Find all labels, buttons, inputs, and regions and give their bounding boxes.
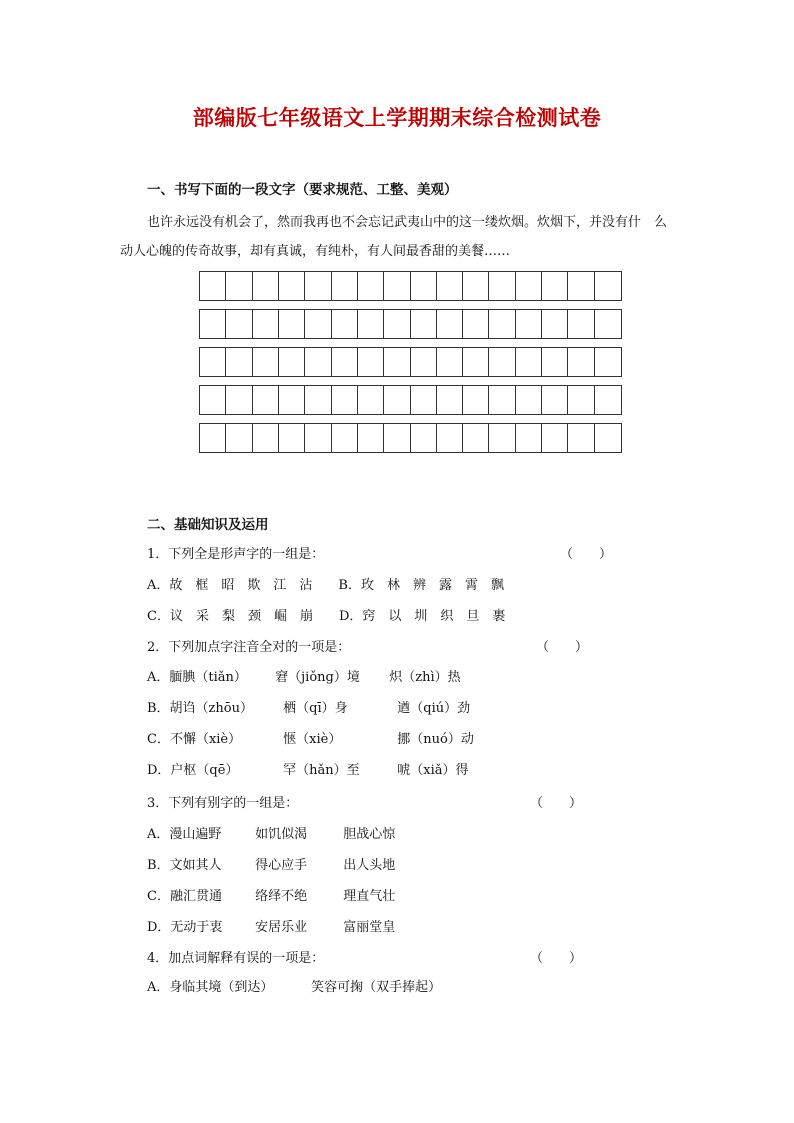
grid-cell[interactable] <box>463 310 489 338</box>
grid-cell[interactable] <box>542 348 568 376</box>
grid-cell[interactable] <box>463 424 489 452</box>
grid-cell[interactable] <box>200 424 226 452</box>
grid-cell[interactable] <box>384 348 410 376</box>
grid-cell[interactable] <box>358 386 384 414</box>
grid-cell[interactable] <box>568 310 594 338</box>
grid-cell[interactable] <box>463 348 489 376</box>
grid-cell[interactable] <box>279 386 305 414</box>
grid-cell[interactable] <box>568 348 594 376</box>
grid-cell[interactable] <box>411 386 437 414</box>
q1-option-c: C．议 采 梨 颈 崛 崩 <box>147 609 313 624</box>
grid-cell[interactable] <box>200 386 226 414</box>
q3-option-a: A．漫山遍野 如饥似渴 胆战心惊 <box>147 827 396 842</box>
grid-cell[interactable] <box>542 386 568 414</box>
grid-cell[interactable] <box>226 310 252 338</box>
grid-cell[interactable] <box>542 272 568 300</box>
grid-cell[interactable] <box>437 424 463 452</box>
grid-cell[interactable] <box>200 348 226 376</box>
grid-cell[interactable] <box>516 424 542 452</box>
grid-cell[interactable] <box>384 310 410 338</box>
grid-cell[interactable] <box>463 272 489 300</box>
grid-cell[interactable] <box>489 386 515 414</box>
question-3-stem: 3．下列有别字的一组是： <box>147 796 299 811</box>
q3-option-b: B．文如其人 得心应手 出人头地 <box>147 858 396 873</box>
grid-cell[interactable] <box>595 310 621 338</box>
grid-cell[interactable] <box>332 348 358 376</box>
grid-cell[interactable] <box>358 348 384 376</box>
grid-cell[interactable] <box>463 386 489 414</box>
grid-cell[interactable] <box>279 348 305 376</box>
grid-cell[interactable] <box>358 272 384 300</box>
grid-cell[interactable] <box>489 424 515 452</box>
grid-cell[interactable] <box>253 424 279 452</box>
grid-cell[interactable] <box>542 424 568 452</box>
grid-cell[interactable] <box>358 424 384 452</box>
q2-option-c: C．不懈（xiè） 惬（xiè） 挪（nuó）动 <box>147 732 474 747</box>
q2-option-b: B．胡诌（zhōu） 栖（qī）身 遒（qiú）劲 <box>147 701 471 716</box>
q3-option-d: D．无动于衷 安居乐业 富丽堂皇 <box>147 920 396 935</box>
grid-cell[interactable] <box>411 310 437 338</box>
question-1-options-cd <box>147 605 505 624</box>
grid-cell[interactable] <box>516 386 542 414</box>
grid-cell[interactable] <box>253 348 279 376</box>
grid-cell[interactable] <box>595 348 621 376</box>
question-3-answer-paren[interactable]: （ ） <box>530 796 583 811</box>
section2-heading: 二、基础知识及运用 <box>147 517 269 533</box>
grid-cell[interactable] <box>489 348 515 376</box>
grid-cell[interactable] <box>200 310 226 338</box>
grid-cell[interactable] <box>305 348 331 376</box>
writing-grid[interactable] <box>199 271 622 453</box>
grid-cell[interactable] <box>332 272 358 300</box>
grid-cell[interactable] <box>568 272 594 300</box>
grid-cell[interactable] <box>437 386 463 414</box>
grid-cell[interactable] <box>305 272 331 300</box>
grid-cell[interactable] <box>253 386 279 414</box>
grid-cell[interactable] <box>489 272 515 300</box>
grid-row <box>199 309 622 339</box>
grid-cell[interactable] <box>332 424 358 452</box>
question-2-answer-paren[interactable]: （ ） <box>536 640 589 655</box>
grid-cell[interactable] <box>305 424 331 452</box>
page-title: 部编版七年级语文上学期期末综合检测试卷 <box>192 105 602 130</box>
q2-option-d: D．户枢（qē） 罕（hǎn）至 唬（xiǎ）得 <box>147 763 469 778</box>
grid-cell[interactable] <box>226 386 252 414</box>
question-1-answer-paren[interactable]: （ ） <box>560 547 613 562</box>
grid-cell[interactable] <box>595 424 621 452</box>
q1-option-d: D．窍 以 圳 织 旦 裹 <box>338 609 506 624</box>
grid-cell[interactable] <box>279 272 305 300</box>
grid-cell[interactable] <box>253 310 279 338</box>
grid-cell[interactable] <box>411 272 437 300</box>
grid-cell[interactable] <box>279 310 305 338</box>
q2-option-a: A．腼腆（tiǎn） 窘（jiǒng）境 炽（zhì）热 <box>147 670 461 685</box>
grid-cell[interactable] <box>358 310 384 338</box>
q1-option-b: B．玫 林 辨 露 霄 飘 <box>338 578 504 593</box>
grid-cell[interactable] <box>516 310 542 338</box>
grid-cell[interactable] <box>437 348 463 376</box>
grid-cell[interactable] <box>253 272 279 300</box>
question-4-stem: 4．加点词解释有误的一项是： <box>147 951 325 966</box>
q4-option-a: A．身临其境（到达） 笑容可掬（双手捧起） <box>147 980 442 995</box>
grid-cell[interactable] <box>384 424 410 452</box>
q3-option-c: C．融汇贯通 络绎不绝 理直气壮 <box>147 889 396 904</box>
grid-cell[interactable] <box>568 424 594 452</box>
grid-row <box>199 347 622 377</box>
grid-cell[interactable] <box>305 310 331 338</box>
grid-cell[interactable] <box>332 310 358 338</box>
q1-option-a: A．故 框 昭 欺 江 沾 <box>147 578 313 593</box>
grid-row <box>199 385 622 415</box>
grid-cell[interactable] <box>279 424 305 452</box>
grid-cell[interactable] <box>226 348 252 376</box>
question-1-options-ab <box>147 574 504 593</box>
grid-cell[interactable] <box>568 386 594 414</box>
grid-cell[interactable] <box>411 348 437 376</box>
grid-cell[interactable] <box>595 272 621 300</box>
passage-line-2: 动人心魄的传奇故事，却有真诚，有纯朴，有人间最香甜的美餐…… <box>120 244 511 259</box>
grid-cell[interactable] <box>305 386 331 414</box>
question-4-answer-paren[interactable]: （ ） <box>530 951 583 966</box>
section1-heading: 一、书写下面的一段文字（要求规范、工整、美观） <box>147 182 458 198</box>
grid-cell[interactable] <box>384 386 410 414</box>
grid-cell[interactable] <box>411 424 437 452</box>
question-1-stem: 1．下列全是形声字的一组是： <box>147 547 325 562</box>
grid-cell[interactable] <box>332 386 358 414</box>
grid-cell[interactable] <box>437 272 463 300</box>
grid-cell[interactable] <box>516 348 542 376</box>
passage-line-1: 也许永远没有机会了，然而我再也不会忘记武夷山中的这一缕炊烟。炊烟下，并没有什 么 <box>147 215 668 230</box>
grid-cell[interactable] <box>226 424 252 452</box>
grid-row <box>199 271 622 301</box>
grid-cell[interactable] <box>542 310 568 338</box>
grid-cell[interactable] <box>595 386 621 414</box>
grid-row <box>199 423 622 453</box>
grid-cell[interactable] <box>384 272 410 300</box>
grid-cell[interactable] <box>437 310 463 338</box>
grid-cell[interactable] <box>516 272 542 300</box>
grid-cell[interactable] <box>226 272 252 300</box>
grid-cell[interactable] <box>489 310 515 338</box>
question-2-stem: 2．下列加点字注音全对的一项是： <box>147 640 351 655</box>
grid-cell[interactable] <box>200 272 226 300</box>
